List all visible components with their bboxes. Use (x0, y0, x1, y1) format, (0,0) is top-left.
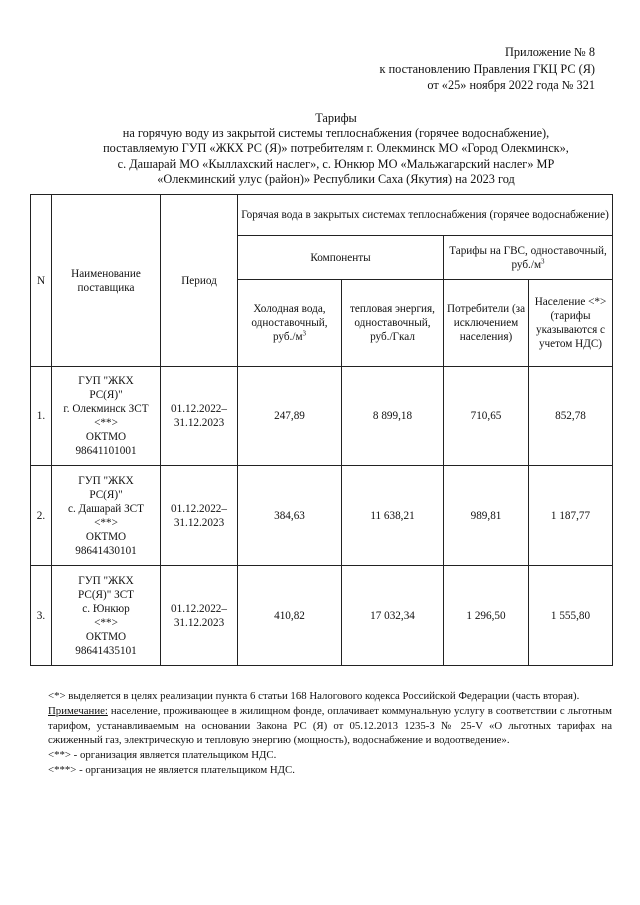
cold-water-value: 247,89 (238, 367, 342, 466)
consumers-tariff: 1 296,50 (444, 566, 529, 666)
period-cell: 01.12.2022– 31.12.2023 (161, 566, 238, 666)
header-hot-water-group: Горячая вода в закрытых системах теплоснабжения (горячее водоснабжение) (238, 195, 613, 236)
population-tariff: 852,78 (529, 367, 613, 466)
table-row (31, 367, 613, 466)
header-cold-water: Холодная вода, одноставочный, $руб./м^3$ (238, 280, 342, 367)
footnote-vat-allocation: <*> выделяется в целях реализации пункта 6 статьи 168 Налогового кодекса Российской Федерации (часть вторая). (48, 690, 580, 702)
supplier-cell: ГУП "ЖКХ РС(Я)" ЗСТ с. Юнкюр <**> ОКТМО 98641435101 (52, 566, 161, 666)
header-period: Период (161, 195, 238, 367)
period-cell: 01.12.2022– 31.12.2023 (161, 367, 238, 466)
document-title (30, 111, 640, 187)
tariff-table (30, 194, 613, 666)
supplier-cell: ГУП "ЖКХ РС(Я)" г. Олекминск ЗСТ <**> ОКТМО 98641101001 (52, 367, 161, 466)
period-cell: 01.12.2022– 31.12.2023 (161, 466, 238, 566)
population-tariff: 1 187,77 (529, 466, 613, 566)
title-line-4: «Олекминский улус (район)» Республики Саха (Якутия) на 2023 год (157, 171, 515, 186)
row-number: 2. (31, 466, 52, 566)
header-components: Компоненты (238, 236, 444, 280)
table-row (31, 566, 613, 666)
heat-energy-value: 17 032,34 (342, 566, 444, 666)
header-tariffs: Тарифы на ГВС, одноставочный, $руб./м^3$ (444, 236, 613, 280)
header-supplier: Наименование поставщика (52, 195, 161, 367)
row-number: 3. (31, 566, 52, 666)
remark-text: население, проживающее в жилищном фонде, оплачивает коммунальную услугу в соответствии с льготным тарифом, устанавливаемым на основании Закона РС (Я) от 05.12.2013 1235-З № 25-V «О льготных тарифах на сжиженный газ, электрическую и тепловую энергию (мощность), водоснабжение и водоотведение». (48, 704, 612, 747)
remark-label: Примечание: (48, 704, 108, 717)
header-heat-energy: тепловая энергия, одноставочный, руб./Гкал (342, 280, 444, 367)
supplier-cell: ГУП "ЖКХ РС(Я)" с. Дашарай ЗСТ <**> ОКТМО 98641430101 (52, 466, 161, 566)
appendix-resolution: к постановлению Правления ГКЦ РС (Я) (379, 61, 595, 76)
appendix-date: от «25» ноября 2022 года № 321 (427, 78, 595, 92)
title-line-1: на горячую воду из закрытой системы теплоснабжения (горячее водоснабжение), (122, 126, 550, 141)
header-population: Население <*> (тарифы указываются с учетом НДС) (529, 280, 613, 367)
title-line-3: с. Дашарай МО «Кыллахский наслег», с. Юнкюр МО «Мальжагарский наслег» МР (117, 156, 555, 171)
header-n: N (31, 195, 52, 367)
table-row (31, 466, 613, 566)
consumers-tariff: 710,65 (444, 367, 529, 466)
cold-water-value: 410,82 (238, 566, 342, 666)
heat-energy-value: 8 899,18 (342, 367, 444, 466)
appendix-number: Приложение № 8 (504, 45, 595, 59)
footnotes (48, 689, 612, 778)
footnote-not-vat-payer: <***> - организация не является плательщиком НДС. (48, 763, 295, 776)
appendix-header (380, 44, 595, 94)
row-number: 1. (31, 367, 52, 466)
header-consumers: Потребители (за исключением населения) (444, 280, 529, 367)
consumers-tariff: 989,81 (444, 466, 529, 566)
title-heading: Тарифы (315, 111, 357, 125)
footnote-vat-payer: <**> - организация является плательщиком НДС. (48, 749, 277, 762)
population-tariff: 1 555,80 (529, 566, 613, 666)
title-line-2: поставляемую ГУП «ЖКХ РС (Я)» потребителям г. Олекминск МО «Город Олекминск», (103, 141, 569, 156)
remark-paragraph (48, 704, 612, 748)
heat-energy-value: 11 638,21 (342, 466, 444, 566)
cold-water-value: 384,63 (238, 466, 342, 566)
